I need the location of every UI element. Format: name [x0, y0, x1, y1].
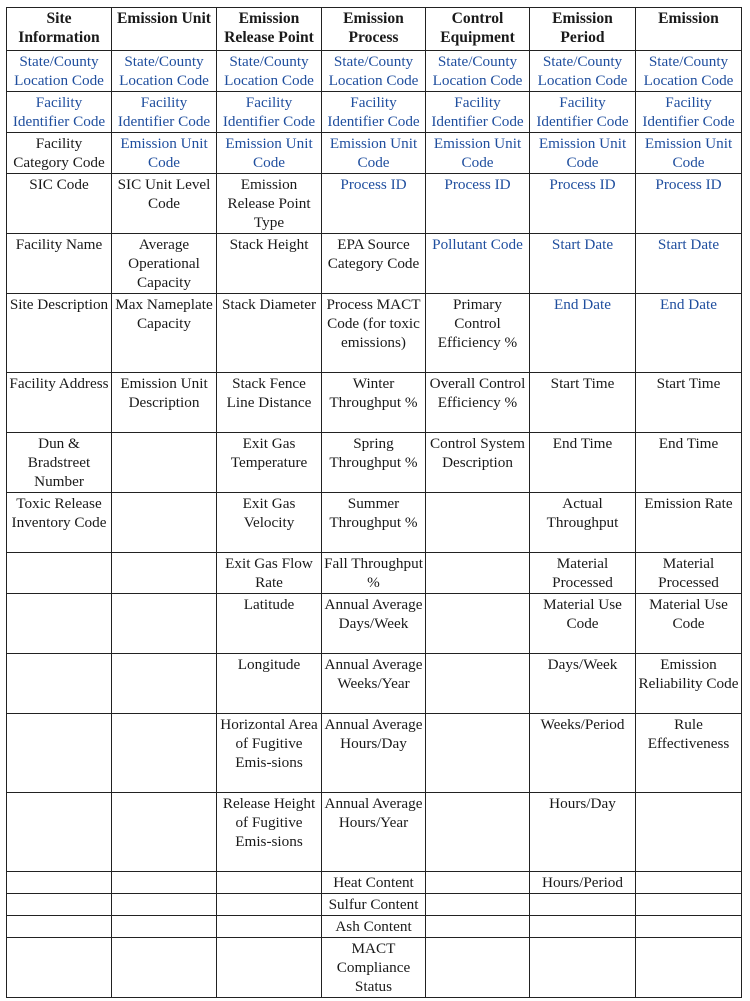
- table-cell: [636, 916, 742, 938]
- table-cell: Annual Average Hours/Day: [322, 714, 426, 793]
- table-cell: Hours/Period: [530, 872, 636, 894]
- table-cell: State/County Location Code: [530, 51, 636, 92]
- table-row: [7, 714, 742, 793]
- table-cell: [7, 872, 112, 894]
- table-row: [7, 594, 742, 654]
- table-cell: Stack Diameter: [217, 294, 322, 373]
- table-cell: Winter Throughput %: [322, 373, 426, 433]
- table-cell: Emission Release Point Type: [217, 174, 322, 234]
- table-cell: Process ID: [322, 174, 426, 234]
- table-row: [7, 872, 742, 894]
- table-body: [7, 51, 742, 998]
- table-cell: State/County Location Code: [322, 51, 426, 92]
- table-cell: [112, 493, 217, 553]
- table-row: [7, 133, 742, 174]
- table-cell: Material Processed: [636, 553, 742, 594]
- table-cell: Latitude: [217, 594, 322, 654]
- table-cell: Heat Content: [322, 872, 426, 894]
- table-cell: Facility Identifier Code: [112, 92, 217, 133]
- table-cell: Dun & Bradstreet Number: [7, 433, 112, 493]
- table-cell: Facility Identifier Code: [426, 92, 530, 133]
- table-row: [7, 433, 742, 493]
- table-cell: [426, 714, 530, 793]
- table-cell: Facility Address: [7, 373, 112, 433]
- table-row: [7, 916, 742, 938]
- table-cell: Start Time: [636, 373, 742, 433]
- table-cell: Exit Gas Velocity: [217, 493, 322, 553]
- table-cell: Facility Identifier Code: [217, 92, 322, 133]
- table-cell: [112, 938, 217, 998]
- table-cell: End Time: [636, 433, 742, 493]
- table-cell: [217, 938, 322, 998]
- column-header: Emission Process: [322, 8, 426, 51]
- table-cell: Annual Average Weeks/Year: [322, 654, 426, 714]
- table-cell: Start Time: [530, 373, 636, 433]
- table-row: [7, 793, 742, 872]
- table-cell: Primary Control Efficiency %: [426, 294, 530, 373]
- table-cell: Exit Gas Flow Rate: [217, 553, 322, 594]
- table-cell: State/County Location Code: [112, 51, 217, 92]
- table-cell: Exit Gas Temperature: [217, 433, 322, 493]
- table-cell: Facility Name: [7, 234, 112, 294]
- table-cell: Sulfur Content: [322, 894, 426, 916]
- table-cell: [426, 938, 530, 998]
- table-cell: Start Date: [530, 234, 636, 294]
- table-cell: [7, 553, 112, 594]
- table-cell: Facility Category Code: [7, 133, 112, 174]
- table-cell: State/County Location Code: [426, 51, 530, 92]
- table-cell: Material Processed: [530, 553, 636, 594]
- table-cell: [112, 894, 217, 916]
- table-cell: Rule Effectiveness: [636, 714, 742, 793]
- table-cell: [7, 594, 112, 654]
- table-cell: Process MACT Code (for toxic emissions): [322, 294, 426, 373]
- table-cell: Weeks/Period: [530, 714, 636, 793]
- table-cell: [217, 894, 322, 916]
- table-cell: Stack Fence Line Distance: [217, 373, 322, 433]
- table-cell: [7, 793, 112, 872]
- table-cell: Process ID: [530, 174, 636, 234]
- table-cell: [530, 894, 636, 916]
- table-row: [7, 294, 742, 373]
- data-table-container: [6, 7, 742, 998]
- table-cell: Material Use Code: [636, 594, 742, 654]
- column-header: Control Equipment: [426, 8, 530, 51]
- table-cell: [636, 894, 742, 916]
- table-cell: End Date: [530, 294, 636, 373]
- table-cell: Longitude: [217, 654, 322, 714]
- table-cell: [7, 916, 112, 938]
- table-cell: Emission Unit Description: [112, 373, 217, 433]
- table-row: [7, 654, 742, 714]
- table-cell: Emission Unit Code: [636, 133, 742, 174]
- table-cell: Process ID: [636, 174, 742, 234]
- table-cell: Process ID: [426, 174, 530, 234]
- table-cell: [112, 916, 217, 938]
- table-row: [7, 938, 742, 998]
- table-cell: Annual Average Hours/Year: [322, 793, 426, 872]
- table-cell: Control System Description: [426, 433, 530, 493]
- table-row: [7, 174, 742, 234]
- table-cell: Site Description: [7, 294, 112, 373]
- table-cell: [7, 654, 112, 714]
- table-cell: [426, 594, 530, 654]
- table-cell: Fall Throughput %: [322, 553, 426, 594]
- table-cell: EPA Source Category Code: [322, 234, 426, 294]
- table-cell: End Time: [530, 433, 636, 493]
- table-cell: Emission Rate: [636, 493, 742, 553]
- column-header: Emission Unit: [112, 8, 217, 51]
- table-cell: Ash Content: [322, 916, 426, 938]
- table-cell: [530, 916, 636, 938]
- table-cell: [217, 872, 322, 894]
- table-cell: [426, 553, 530, 594]
- table-cell: [426, 916, 530, 938]
- table-cell: SIC Code: [7, 174, 112, 234]
- table-cell: Actual Throughput: [530, 493, 636, 553]
- table-cell: Facility Identifier Code: [530, 92, 636, 133]
- table-cell: State/County Location Code: [7, 51, 112, 92]
- table-cell: Emission Reliability Code: [636, 654, 742, 714]
- table-row: [7, 373, 742, 433]
- table-cell: Release Height of Fugitive Emis-sions: [217, 793, 322, 872]
- table-cell: [112, 872, 217, 894]
- table-cell: Material Use Code: [530, 594, 636, 654]
- table-cell: [530, 938, 636, 998]
- table-cell: Spring Throughput %: [322, 433, 426, 493]
- table-cell: Hours/Day: [530, 793, 636, 872]
- table-cell: [7, 938, 112, 998]
- table-cell: [636, 872, 742, 894]
- table-cell: Stack Height: [217, 234, 322, 294]
- table-row: [7, 51, 742, 92]
- table-cell: Pollutant Code: [426, 234, 530, 294]
- table-cell: [112, 594, 217, 654]
- column-header: Emission Release Point: [217, 8, 322, 51]
- table-cell: End Date: [636, 294, 742, 373]
- table-cell: Summer Throughput %: [322, 493, 426, 553]
- table-header-row: [7, 8, 742, 51]
- table-cell: Emission Unit Code: [217, 133, 322, 174]
- table-cell: [426, 872, 530, 894]
- table-cell: [426, 654, 530, 714]
- table-cell: Emission Unit Code: [322, 133, 426, 174]
- table-cell: Overall Control Efficiency %: [426, 373, 530, 433]
- table-cell: Emission Unit Code: [112, 133, 217, 174]
- table-cell: Days/Week: [530, 654, 636, 714]
- table-cell: Emission Unit Code: [426, 133, 530, 174]
- table-cell: [636, 793, 742, 872]
- table-cell: [112, 654, 217, 714]
- table-cell: Start Date: [636, 234, 742, 294]
- table-cell: Toxic Release Inventory Code: [7, 493, 112, 553]
- table-cell: SIC Unit Level Code: [112, 174, 217, 234]
- table-cell: [426, 793, 530, 872]
- table-row: [7, 493, 742, 553]
- table-row: [7, 894, 742, 916]
- table-cell: [112, 714, 217, 793]
- table-cell: Annual Average Days/Week: [322, 594, 426, 654]
- table-row: [7, 92, 742, 133]
- table-cell: [112, 433, 217, 493]
- column-header: Emission Period: [530, 8, 636, 51]
- table-cell: MACT Compliance Status: [322, 938, 426, 998]
- table-cell: [7, 714, 112, 793]
- table-cell: [426, 894, 530, 916]
- table-cell: [7, 894, 112, 916]
- table-row: [7, 553, 742, 594]
- table-cell: [426, 493, 530, 553]
- table-cell: Emission Unit Code: [530, 133, 636, 174]
- table-cell: Horizontal Area of Fugitive Emis-sions: [217, 714, 322, 793]
- emission-data-elements-table: [6, 7, 742, 998]
- table-cell: [636, 938, 742, 998]
- table-cell: [217, 916, 322, 938]
- table-cell: State/County Location Code: [217, 51, 322, 92]
- table-cell: Max Nameplate Capacity: [112, 294, 217, 373]
- table-cell: Facility Identifier Code: [7, 92, 112, 133]
- table-row: [7, 234, 742, 294]
- table-cell: Facility Identifier Code: [322, 92, 426, 133]
- column-header: Emission: [636, 8, 742, 51]
- column-header: Site Information: [7, 8, 112, 51]
- table-cell: [112, 553, 217, 594]
- table-cell: Average Operational Capacity: [112, 234, 217, 294]
- table-cell: Facility Identifier Code: [636, 92, 742, 133]
- table-cell: State/County Location Code: [636, 51, 742, 92]
- table-cell: [112, 793, 217, 872]
